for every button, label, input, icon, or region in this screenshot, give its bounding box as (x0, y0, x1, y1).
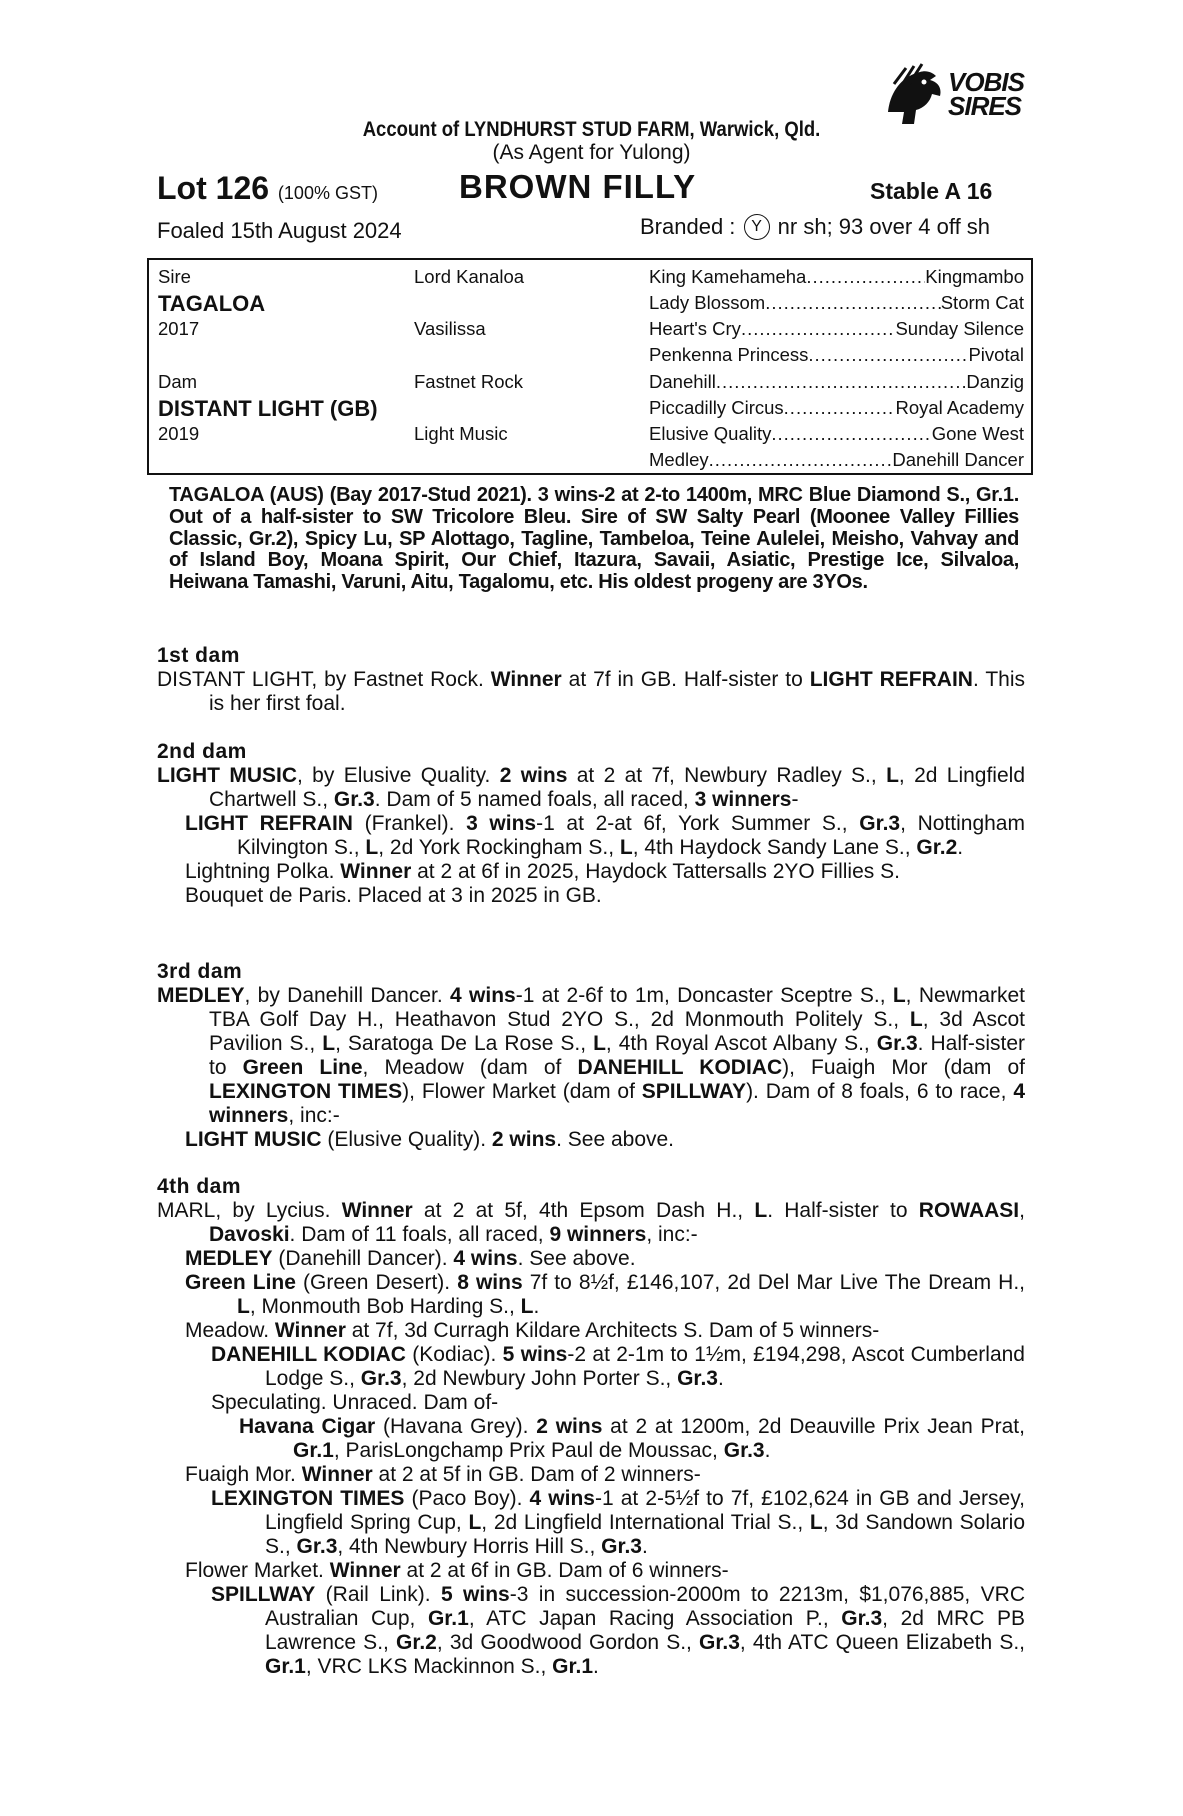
gst-note: (100% GST) (277, 183, 378, 203)
third-dam-heading: 3rd dam (157, 960, 243, 983)
logo-text: VOBIS SIRES (948, 67, 1024, 121)
dam-dam: Light Music (414, 423, 508, 444)
sire-sire: Lord Kanaloa (414, 266, 525, 287)
pedigree-table (147, 258, 1033, 475)
horse-head-icon (880, 62, 950, 132)
second-dam-section (157, 740, 1025, 908)
grand-ancestor: Piccadilly Circus ..... Royal Academy (649, 397, 1024, 419)
progeny-entry: LIGHT REFRAIN (Frankel). 3 wins-1 at 2-at 6f, York Summer S., Gr.3, Nottingham Kilvington S., L, 2d York Rockingham S., L, 4th Haydock Sandy Lane S., Gr.2. (185, 812, 1025, 859)
vobis-sires-logo (880, 62, 1040, 132)
fourth-dam-heading: 4th dam (157, 1175, 242, 1198)
grand-ancestor: Danehill ..... Danzig (649, 371, 1024, 393)
progeny-entry: Meadow. Winner at 7f, 3d Curragh Kildare Architects S. Dam of 5 winners- (185, 1319, 880, 1342)
grand-ancestor: Penkenna Princess ..... Pivotal (649, 344, 1024, 366)
third-dam-text: MEDLEY, by Danehill Dancer. 4 wins-1 at 2-6f to 1m, Doncaster Sceptre S., L, Newmarket TBA Golf Day H., Heathavon Stud 2YO S., 2d Monmouth Politely S., L, 3d Ascot Pavilion S., L, Saratoga De La Rose S., L, 4th Royal Ascot Albany S., Gr.3. Half-sister to Green Line, Meadow (dam of DANEHILL KODIAC), Fuaigh Mor (dam of LEXINGTON TIMES), Flower Market (dam of SPILLWAY). Dam of 8 foals, 6 to race, 4 winners, inc:- (157, 984, 1026, 1127)
dam-sire: Fastnet Rock (414, 371, 523, 392)
progeny-entry: SPILLWAY (Rail Link). 5 wins-3 in succession-2000m to 2213m, $1,076,885, VRC Australian Cup, Gr.1, ATC Japan Racing Association P., Gr.3, 2d MRC PB Lawrence S., Gr.2, 3d Goodwood Gordon S., Gr.3, 4th ATC Queen Elizabeth S., Gr.1, VRC LKS Mackinnon S., Gr.1. (211, 1583, 1025, 1678)
grand-ancestor: Heart's Cry ..... Sunday Silence (649, 318, 1024, 340)
lot-label: Lot 126 (157, 170, 270, 206)
grand-ancestor: King Kamehameha ..... Kingmambo (649, 266, 1024, 288)
progeny-entry: Green Line (Green Desert). 8 wins 7f to 8½f, £146,107, 2d Del Mar Live The Dream H., L, Monmouth Bob Harding S., L. (185, 1271, 1025, 1318)
consignor-account: Account of LYNDHURST STUD FARM, Warwick, Qld. (362, 118, 821, 141)
second-dam-text: LIGHT MUSIC, by Elusive Quality. 2 wins at 2 at 7f, Newbury Radley S., L, 2d Lingfield Chartwell S., Gr.3. Dam of 5 named foals, all raced, 3 winners- (157, 764, 1026, 811)
sire-label: Sire (158, 266, 191, 287)
brand-symbol-icon: Y (744, 214, 770, 240)
progeny-entry: LEXINGTON TIMES (Paco Boy). 4 wins-1 at 2-5½f to 7f, £102,624 in GB and Jersey, Lingfield Spring Cup, L, 2d Lingfield International Trial S., L, 3d Sandown Solario S., Gr.3, 4th Newbury Horris Hill S., Gr.3. (211, 1487, 1026, 1558)
progeny-entry: Bouquet de Paris. Placed at 3 in 2025 in GB. (185, 884, 602, 907)
third-dam-section (157, 960, 1025, 1152)
sire-dam: Vasilissa (414, 318, 486, 339)
progeny-entry: Fuaigh Mor. Winner at 2 at 5f in GB. Dam of 2 winners- (185, 1463, 701, 1486)
branded-details: nr sh; 93 over 4 off sh (777, 214, 991, 239)
dam-year: 2019 (158, 423, 200, 444)
grand-ancestor: Elusive Quality ..... Gone West (649, 423, 1024, 445)
progeny-entry: MEDLEY (Danehill Dancer). 4 wins. See above. (185, 1247, 636, 1270)
fourth-dam-text: MARL, by Lycius. Winner at 2 at 5f, 4th Epsom Dash H., L. Half-sister to ROWAASI, Davoski. Dam of 11 foals, all raced, 9 winners, inc:- (157, 1199, 1025, 1246)
progeny-entry: Flower Market. Winner at 2 at 6f in GB. Dam of 6 winners- (185, 1559, 729, 1582)
horse-description: BROWN FILLY (459, 168, 697, 205)
dam-label: Dam (158, 371, 198, 392)
first-dam-heading: 1st dam (157, 644, 240, 667)
progeny-entry: Havana Cigar (Havana Grey). 2 wins at 2 at 1200m, 2d Deauville Prix Jean Prat, Gr.1, ParisLongchamp Prix Paul de Moussac, Gr.3. (239, 1415, 1025, 1462)
progeny-entry: Speculating. Unraced. Dam of- (211, 1391, 499, 1414)
progeny-entry: DANEHILL KODIAC (Kodiac). 5 wins-2 at 2-1m to 1½m, £194,298, Ascot Cumberland Lodge S., Gr.3, 2d Newbury John Porter S., Gr.3. (211, 1343, 1025, 1390)
second-dam-heading: 2nd dam (157, 740, 247, 763)
progeny-entry: Lightning Polka. Winner at 2 at 6f in 2025, Haydock Tattersalls 2YO Fillies S. (185, 860, 900, 883)
grand-ancestor: Lady Blossom ..... Storm Cat (649, 292, 1024, 314)
branding (640, 214, 990, 240)
fourth-dam-section (157, 1175, 1025, 1679)
foaled-date: Foaled 15th August 2024 (157, 218, 402, 243)
stable-location: Stable A 16 (870, 178, 993, 204)
dam-name: DISTANT LIGHT (GB) (158, 396, 378, 421)
sire-name: TAGALOA (158, 291, 266, 316)
first-dam-section (157, 644, 1025, 716)
lot-number (157, 170, 378, 207)
sire-year: 2017 (158, 318, 200, 339)
agent-note: (As Agent for Yulong) (492, 141, 691, 164)
grand-ancestor: Medley ..... Danehill Dancer (649, 449, 1024, 471)
first-dam-text: DISTANT LIGHT, by Fastnet Rock. Winner at 7f in GB. Half-sister to LIGHT REFRAIN. This is her first foal. (157, 668, 1026, 715)
sire-summary: TAGALOA (AUS) (Bay 2017-Stud 2021). 3 wins-2 at 2-to 1400m, MRC Blue Diamond S., Gr.1. Out of a half-sister to SW Tricolore Bleu. Sire of SW Salty Pearl (Moonee Valley Fillies Classic, Gr.2), Spicy Lu, SP Alottago, Tagline, Tambeloa, Teine Aulelei, Meisho, Vahvay and of Island Boy, Moana Spirit, Our Chief, Itazura, Savaii, Asiatic, Prestige Ice, Silvaloa, Heiwana Tamashi, Varuni, Aitu, Tagalomu, etc. His oldest progeny are 3YOs. (169, 484, 1019, 594)
progeny-entry: LIGHT MUSIC (Elusive Quality). 2 wins. See above. (185, 1128, 675, 1151)
branded-label: Branded : (640, 214, 736, 239)
